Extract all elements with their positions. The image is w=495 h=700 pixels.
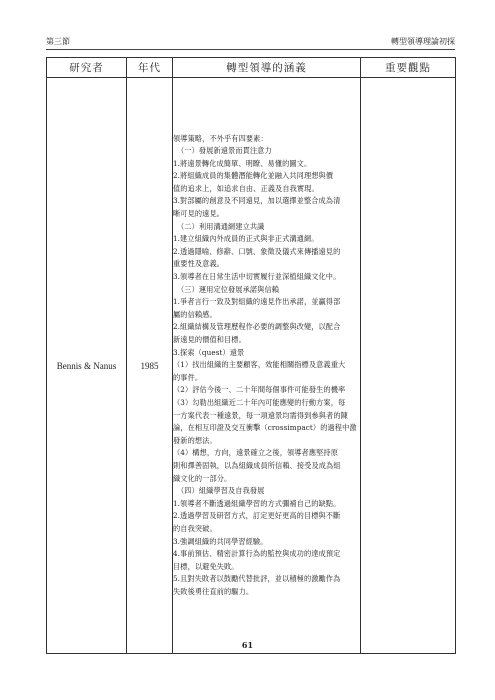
running-header — [46, 36, 455, 50]
book-title: 轉型領導理論初探 — [391, 37, 455, 46]
content-line: （二）利用溝通網建立共識 — [177, 221, 265, 231]
literature-table — [46, 57, 456, 654]
page-number: 61 — [241, 640, 254, 650]
content-line: 3.對部屬的創意及不同遠見，加以選擇並整合成為清 — [173, 196, 341, 206]
content-line: （3）勾勒出組織近二十年內可能應變的行動方案，每 — [173, 397, 346, 407]
content-line: 發新的想法。 — [173, 435, 217, 445]
content-line: 2.透過隱喻、修辭、口號、象徵及儀式來傳播遠見的 — [173, 246, 341, 256]
content-line: 1.建立組織內外成員的正式與非正式溝通網。 — [173, 234, 319, 244]
content-line: 3.探索（quest）遠景 — [173, 347, 245, 357]
content-line: 的自我突破。 — [173, 523, 217, 533]
table-header-row — [47, 58, 456, 78]
content-line: 1.爭者言行一致及對組織的遠見作出承諾，並贏得部 — [173, 297, 341, 307]
table-row — [47, 78, 456, 654]
meaning-cell — [173, 78, 361, 654]
content-line: 1.領導者不斷透過組織學習的方式彌補自己的缺點。 — [173, 498, 341, 508]
content-line: 2.將組織成員的集體潛能轉化並融入共同理想與價 — [173, 171, 334, 181]
column-header-key-points: 重要觀點 — [361, 58, 456, 78]
content-line: （2）評估今後一、二十年間每個事件可能發生的機率 — [173, 385, 346, 395]
chapter-label: 第三節 — [46, 37, 70, 46]
researcher-cell: Bennis & Nanus — [47, 78, 127, 654]
column-header-meaning: 轉型領導的涵義 — [173, 58, 361, 78]
key-points-cell — [361, 78, 456, 654]
content-line: 1.將遠景轉化成簡單、明瞭、易懂的圖文。 — [173, 158, 312, 168]
content-line: 5.且對失敗者以鼓勵代替批評，並以積極的激勵作為 — [173, 574, 341, 584]
content-line: （三）運用定位發展承諾與信賴 — [177, 284, 280, 294]
content-line: 3.領導者在日常生活中切實履行並深植組織文化中。 — [173, 272, 341, 282]
content-line: 重要性及意義。 — [173, 259, 225, 269]
content-line: 值的追求上，如追求自由、正義及自我實現。 — [173, 183, 319, 193]
content-line: 的事件。 — [173, 372, 203, 382]
content-line: 4.事前預估、精密計算行為的監控與成功的達成預定 — [173, 549, 341, 559]
content-line: （4）構想，方向，遠景確立之後，領導者應堅持原 — [173, 448, 339, 458]
content-line: 論，在相互印證及交互衝擊（crossimpact）的過程中激 — [173, 423, 357, 433]
content-line: 織文化的一部分。 — [173, 473, 232, 483]
content-line: 屬的信賴感。 — [173, 309, 217, 319]
content-line: （四）組織學習及自我發展 — [177, 486, 265, 496]
content-line: （1）找出組織的主要顧客，效能相關指標及意義重大 — [173, 360, 346, 370]
content-line: 晰可見的遠見。 — [173, 209, 225, 219]
column-header-researcher: 研究者 — [47, 58, 127, 78]
content-line: 2.透過學習及研習方式，訂定更好更高的目標與不斷 — [173, 511, 341, 521]
content-line: 則和擇善固執，以為組織成員所信賴、接受及成為組 — [173, 460, 341, 470]
content-line: 3.強調組織的共同學習經驗。 — [173, 536, 268, 546]
column-header-year: 年代 — [127, 58, 173, 78]
content-line: （一）發展新遠景而貫注意力 — [177, 146, 272, 156]
content-line: 領導策略，不外乎有四要素： — [173, 133, 268, 143]
content-line: 一方案代表一種遠景，每一項遠景均需得到參與者的陳 — [173, 410, 348, 420]
content-line: 失敗後勇往直前的驅力。 — [173, 586, 254, 596]
content-line: 新遠見的價值和目標。 — [173, 335, 246, 345]
content-line: 2.組織結構及管理歷程作必要的調整與改變，以配合 — [173, 322, 341, 332]
year-cell: 1985 — [127, 78, 173, 654]
content-line: 目標，以避免失敗。 — [173, 561, 239, 571]
header-rule — [46, 49, 455, 50]
